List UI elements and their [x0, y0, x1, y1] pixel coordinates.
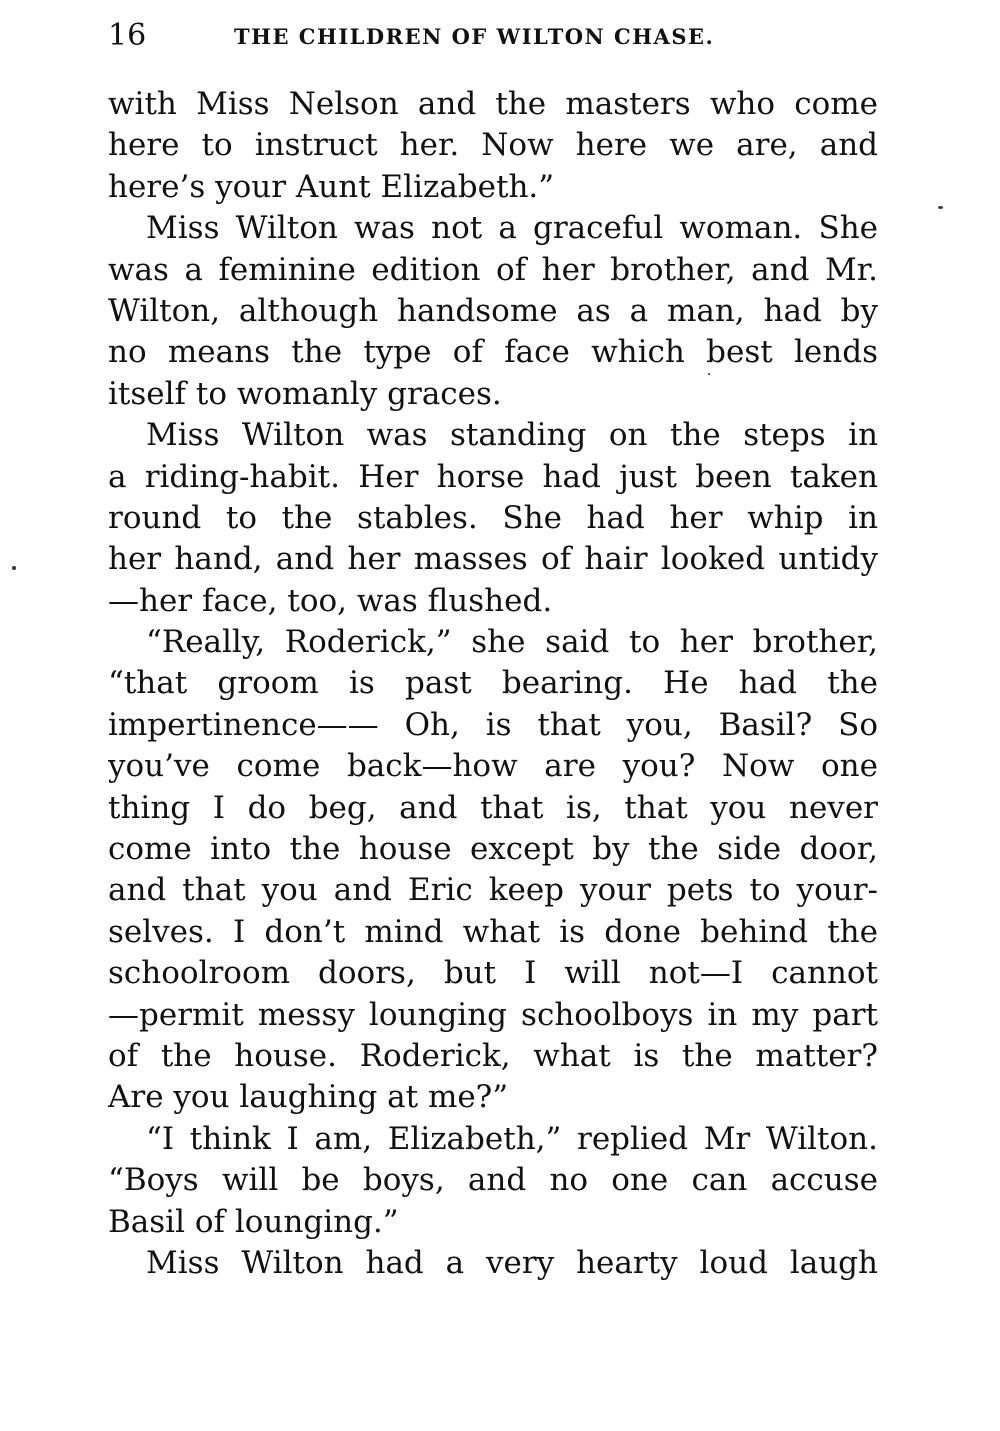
- print-speck: [938, 206, 943, 209]
- text-line: Miss Wilton was not a graceful woman. She: [146, 210, 878, 247]
- text-line: Basil of lounging.”: [108, 1203, 399, 1240]
- print-speck: [12, 566, 16, 570]
- text-line: was a feminine edition of her brother, and Mr.: [108, 251, 878, 288]
- text-line: —her face, too, was flushed.: [108, 582, 553, 619]
- text-line: Miss Wilton was standing on the steps in: [146, 417, 878, 454]
- page-number: 16: [108, 18, 147, 53]
- text-line: come into the house except by the side door,: [108, 831, 878, 868]
- text-line: Wilton, although handsome as a man, had by: [108, 292, 878, 329]
- text-line: her hand, and her masses of hair looked untidy: [108, 541, 878, 578]
- body-text: [108, 84, 878, 1284]
- text-line: of the house. Roderick, what is the matter?: [108, 1037, 878, 1074]
- text-line: schoolroom doors, but I will not—I cannot: [108, 955, 878, 992]
- text-line: and that you and Eric keep your pets to your-: [108, 872, 878, 909]
- text-line: “Really, Roderick,” she said to her brother,: [146, 624, 878, 661]
- text-line: selves. I don’t mind what is done behind the: [108, 913, 878, 950]
- text-line: no means the type of face which best lends: [108, 334, 878, 371]
- text-line: here’s your Aunt Elizabeth.”: [108, 168, 555, 205]
- text-line: with Miss Nelson and the masters who come: [108, 86, 878, 122]
- text-line: Are you laughing at me?”: [108, 1079, 509, 1116]
- print-speck: [708, 373, 710, 375]
- text-line: “that groom is past bearing. He had the: [108, 665, 878, 702]
- text-line: impertinence—— Oh, is that you, Basil? So: [108, 706, 878, 743]
- text-line: “I think I am, Elizabeth,” replied Mr Wilton.: [146, 1120, 878, 1157]
- text-line: Miss Wilton had a very hearty loud laugh: [146, 1244, 878, 1281]
- text-line: thing I do beg, and that is, that you never: [108, 789, 878, 826]
- text-line: —permit messy lounging schoolboys in my part: [108, 996, 878, 1033]
- text-line: a riding-habit. Her horse had just been taken: [108, 458, 878, 495]
- text-line: round to the stables. She had her whip in: [108, 499, 878, 536]
- page-header: [108, 18, 878, 54]
- text-line: “Boys will be boys, and no one can accuse: [108, 1162, 878, 1199]
- text-line: here to instruct her. Now here we are, and: [108, 127, 878, 164]
- running-title: THE CHILDREN OF WILTON CHASE.: [234, 24, 715, 49]
- text-line: itself to womanly graces.: [108, 375, 502, 412]
- text-line: you’ve come back—how are you? Now one: [108, 748, 878, 785]
